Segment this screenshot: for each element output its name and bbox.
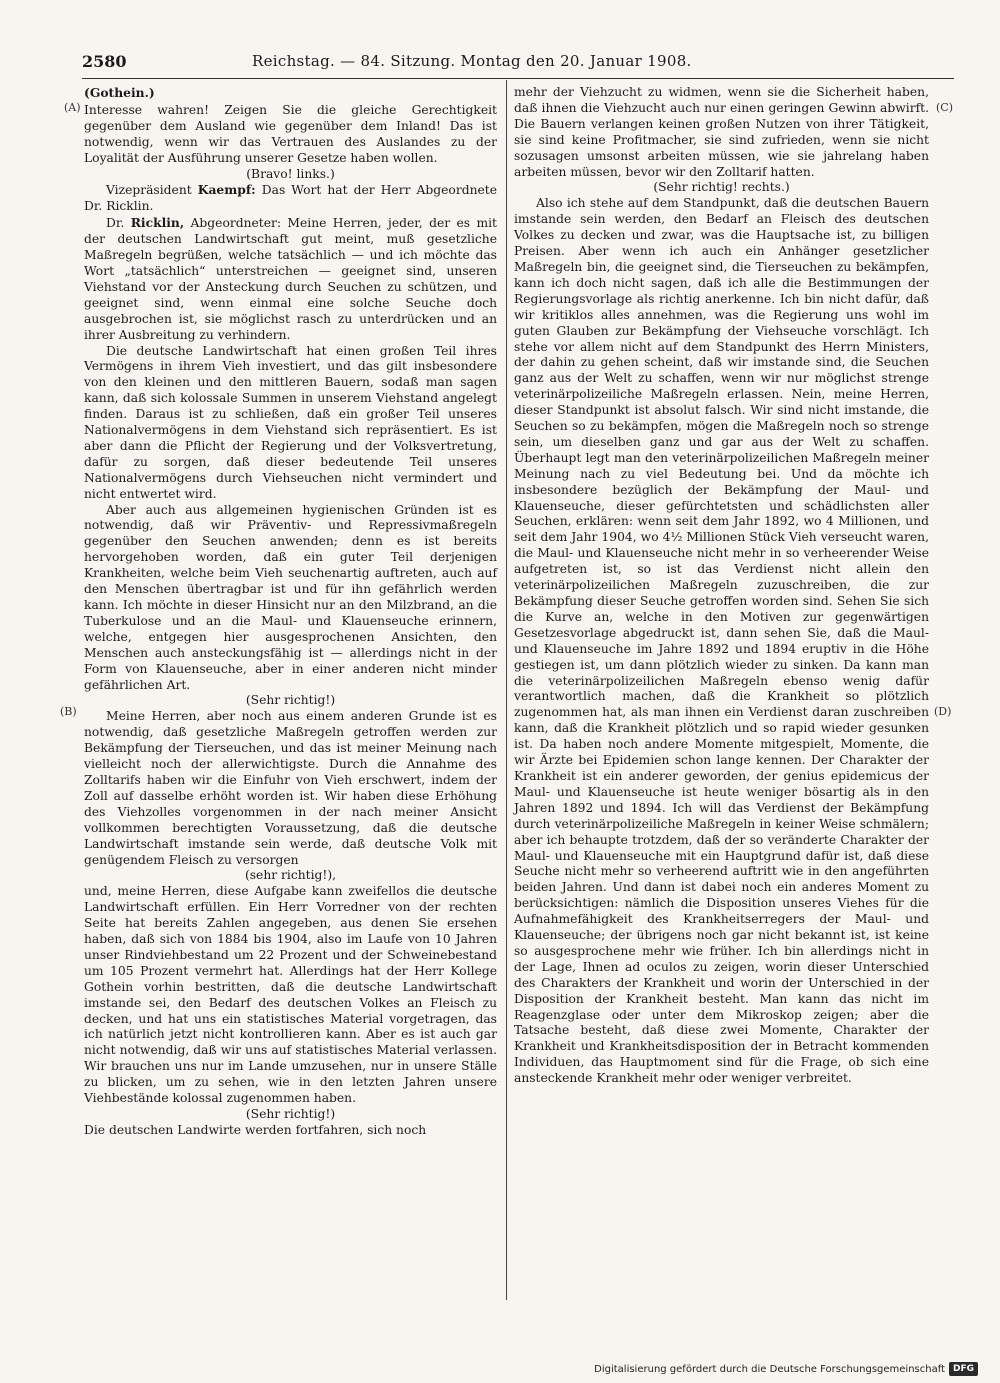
footer-text: Digitalisierung gefördert durch die Deutsche Forschungsgemeinschaft [594, 1363, 945, 1375]
speaker-name: Kaempf: [197, 182, 256, 198]
paragraph [84, 182, 497, 215]
speaker-tag: (Gothein.) [84, 85, 155, 100]
paragraph: und, meine Herren, diese Aufgabe kann zweifellos die deutsche Landwirtschaft erfüllen. Ein Herr Vorredner von der rechten Seite hat bereits Zahlen angegeben, aus denen Sie ersehen haben, daß sich von 1884 bis 1904, also im Laufe von 10 Jahren unser Rindviehbestand um 22 Prozent und der Schweinebestand um 105 Prozent vermehrt hat. Allerdings hat der Herr Kollege Gothein vorhin bestritten, daß die deutsche Landwirtschaft imstande sei, den Bedarf des deutschen Volkes an Fleisch zu decken, und hat uns ein statistisches Material vorgetragen, das ich natürlich jetzt nicht kontrollieren kann. Aber es ist auch gar nicht notwendig, daß wir uns auf statistisches Material verlassen. Wir brauchen uns nur im Lande umzusehen, nur in unsere Ställe zu blicken, um zu sehen, wie in den letzten Jahren unsere Viehbestände kolossal zugenommen haben. [84, 884, 497, 1106]
speaker-prefix: Dr. [106, 216, 125, 231]
paragraph: Meine Herren, aber noch aus einem anderen Grunde ist es notwendig, daß gesetzliche Maßregeln getroffen werden zur Bekämpfung der Tierseuchen, und das ist meiner Meinung nach vielleicht noch der allerwichtigste. Durch die Annahme des Zolltarifs haben wir die Einfuhr von Vieh erschwert, indem der Zoll auf dasselbe erhöht worden ist. Wir haben diese Erhöhung des Viehzolles vorgenommen in der nach meiner Ansicht vollkommen berechtigten Voraussetzung, daß die deutsche Landwirtschaft imstande sein werde, daß deutsche Volk mit genügendem Fleisch zu versorgen [84, 709, 497, 867]
column-divider [506, 80, 507, 1300]
paragraph-text: Abgeordneter: Meine Herren, jeder, der es mit der deutschen Landwirtschaft gut meint, muß gesetzliche Maßregeln begrüßen, welche tatsächlich — und ich möchte das Wort „tatsächlich“ unterstreichen — geeignet sind, unseren Viehstand vor der Ansteckung durch Seuchen zu schützen, und geeignet sind, wenn einmal eine solche Seuche doch ausgebrochen ist, sie möglichst rasch zu unterdrücken und an ihrer Ausbreitung zu verhindern. [84, 216, 497, 342]
paragraph: Die deutsche Landwirtschaft hat einen großen Teil ihres Vermögens in ihrem Vieh investiert, und das gilt insbesondere von den kleinen und den mittleren Bauern, sodaß man sagen kann, daß sich kolossale Summen in unserem Viehstand angelegt finden. Daraus ist zu schließen, daß ein großer Teil unseres Nationalvermögens in dem Viehstand sich repräsentiert. Es ist aber dann die Pflicht der Regierung und der Volksvertretung, dafür zu sorgen, daß dieser bedeutende Teil unseres Nationalvermögens durch Viehseuchen nicht vermindert und nicht entwertet wird. [84, 343, 497, 501]
page-header [82, 52, 954, 79]
reaction: (Sehr richtig!) [245, 1107, 336, 1121]
margin-mark-a: (A) [64, 101, 81, 114]
dfg-logo-icon: DFG [949, 1362, 978, 1376]
paragraph: mehr der Viehzucht zu widmen, wenn sie die Sicherheit haben, daß ihnen die Viehzucht auch nur einen geringen Gewinn abwirft. Die Bauern verlangen keinen großen Nutzen von ihrer Tätigkeit, sie sind keine Profitmacher, sie sind zufrieden, wenn sie nicht sozusagen umsonst arbeiten müssen, wie sie jahrelang haben arbeiten müssen, bevor wir den Zolltarif hatten. [514, 85, 929, 179]
footer [594, 1359, 978, 1379]
paragraph [84, 215, 497, 343]
speaker-name: Ricklin, [130, 215, 185, 231]
reaction: (Sehr richtig! rechts.) [653, 180, 790, 195]
paragraph: Aber auch aus allgemeinen hygienischen Gründen ist es notwendig, daß wir Präventiv- und Repressivmaßregeln gegenüber den Seuchen anwenden; denn es ist bereits hervorgehoben worden, daß ein guter Teil derjenigen Krankheiten, welche beim Vieh seuchenartig auftreten, auch auf den Menschen übertragbar ist und für ihn gefährlich werden kann. Ich möchte in dieser Hinsicht nur an den Milzbrand, an die Tuberkulose und an die Maul- und Klauenseuche erinnern, welche, entgegen hier ausgesprochenen Ansichten, den Menschen auch ansteckungsfähig ist — allerdings nicht in der Form von Klauenseuche, aber in einer anderen nicht minder gefährlichen Art. [84, 502, 497, 692]
paragraph: Also ich stehe auf dem Standpunkt, daß die deutschen Bauern imstande sein werden, den Bedarf an Fleisch des deutschen Volkes zu decken und zwar, was die Hauptsache ist, zu billigen Preisen. Aber wenn ich auch ein Anhänger gesetzlicher Maßregeln bin, die geeignet sind, die Tierseuchen zu bekämpfen, kann ich doch nicht sagen, daß ich alle die Bestimmungen der Regierungsvorlage als richtig anerkenne. Ich bin nicht dafür, daß wir kritiklos alles annehmen, was die Regierung uns wohl im guten Glauben zur Bekämpfung der Viehseuche vorschlägt. Ich stehe vor allem nicht auf dem Standpunkt des Herrn Ministers, der dahin zu gehen scheint, daß wir imstande sind, die Seuchen ganz aus der Welt zu schaffen, wenn wir nur möglichst strenge veterinärpolizeiliche Maßregeln erlassen. Nein, meine Herren, dieser Standpunkt ist absolut falsch. Wir sind nicht imstande, die Seuchen so zu bekämpfen, mögen die Maßregeln noch so strenge sein, um dieselben ganz und gar aus der Welt zu schaffen. Überhaupt legt man den veterinärpolizeilichen Maßregeln meiner Meinung nach zu viel Bedeutung bei. Und da möchte ich insbesondere bezüglich der Bekämpfung der Maul- und Klauenseuche, dieser gefürchtetsten und schädlichsten aller Seuchen, erklären: wenn seit dem Jahr 1892, wo 4 Millionen, und seit dem Jahr 1904, wo 4½ Millionen Stück Vieh verseucht waren, die Maul- und Klauenseuche nicht mehr in so verheerender Weise aufgetreten ist, so ist das Verdienst nicht allein den veterinärpolizeilichen Maßregeln zuzuschreiben, die zur Bekämpfung dieser Seuche getroffen worden sind. Sehen Sie sich die Kurve an, welche in den Motiven zur gegenwärtigen Gesetzesvorlage abgedruckt ist, dann sehen Sie, daß die Maul- und Klauenseuche im Jahre 1892 und 1894 eruptiv in die Höhe gestiegen ist, um dann plötzlich wieder zu sinken. Da kann man die veterinärpolizeilichen Maßregeln ebenso wenig dafür verantwortlich machen, daß die Krankheit so plötzlich zugenommen hat, als man ihnen ein Verdienst daran zuschreiben kann, daß die Krankheit plötzlich und so rapid wieder gesunken ist. Da haben noch andere Momente mitgespielt, Momente, die wir Ärzte bei Epidemien schon lange kennen. Der Charakter der Krankheit ist ein anderer geworden, der genius epidemicus der Maul- und Klauenseuche ist heute weniger bösartig als in den Jahren 1892 und 1894. Ich will das Verdienst der Bekämpfung durch veterinärpolizeiliche Maßregeln in keiner Weise schmälern; aber ich behaupte trotzdem, daß der so veränderte Charakter der Maul- und Klauenseuche mit ein Hauptgrund dafür ist, daß diese Seuche nicht mehr so verheerend auftritt wie in den angeführten beiden Jahren. Und dann ist dabei noch ein anderes Moment zu berücksichtigen: nämlich die Disposition unseres Viehes für die Aufnahmefähigkeit des Krankheitserregers der Maul- und Klauenseuche; der übrigens noch gar nicht bekannt ist, ist keine so ausgesprochene mehr wie früher. Ich bin allerdings nicht in der Lage, Ihnen ad oculos zu zeigen, worin dieser Unterschied des Charakters der Krankheit und worin der Unterschied in der Disposition der Krankheit besteht. Man kann das nicht im Reagenzglase oder unter dem Mikroskop zeigen; aber die Tatsache besteht, daß diese zwei Momente, Charakter der Krankheit und Krankheitsdisposition der in Betracht kommenden Individuen, das Hauptmoment sind für die Frage, ob sich eine ansteckende Krankheit mehr oder weniger verbreitet. [514, 196, 929, 1086]
margin-mark-b: (B) [60, 705, 77, 718]
margin-mark-d: (D) [934, 705, 952, 718]
running-head: Reichstag. — 84. Sitzung. Montag den 20. Januar 1908. [252, 52, 692, 70]
paragraph-text: Das Wort hat der Herr Abgeordnete Dr. Ricklin. [84, 183, 497, 214]
left-column [84, 85, 497, 1139]
reaction: (Bravo! links.) [246, 166, 335, 181]
paragraph: Interesse wahren! Zeigen Sie die gleiche Gerechtigkeit gegenüber dem Ausland wie gegenüber dem Inland! Das ist notwendig, wenn wir das Vertrauen des Auslandes zu der Loyalität der Ausführung unserer Gesetze haben wollen. [84, 102, 497, 165]
speaker-role: Vizepräsident [106, 183, 192, 198]
paragraph: Die deutschen Landwirte werden fortfahren, sich noch [84, 1122, 427, 1137]
page-number: 2580 [82, 52, 127, 71]
reaction: (Sehr richtig!) [245, 693, 336, 708]
right-column [514, 85, 929, 1087]
margin-mark-c: (C) [936, 101, 953, 114]
reaction: (sehr richtig!), [244, 868, 337, 883]
